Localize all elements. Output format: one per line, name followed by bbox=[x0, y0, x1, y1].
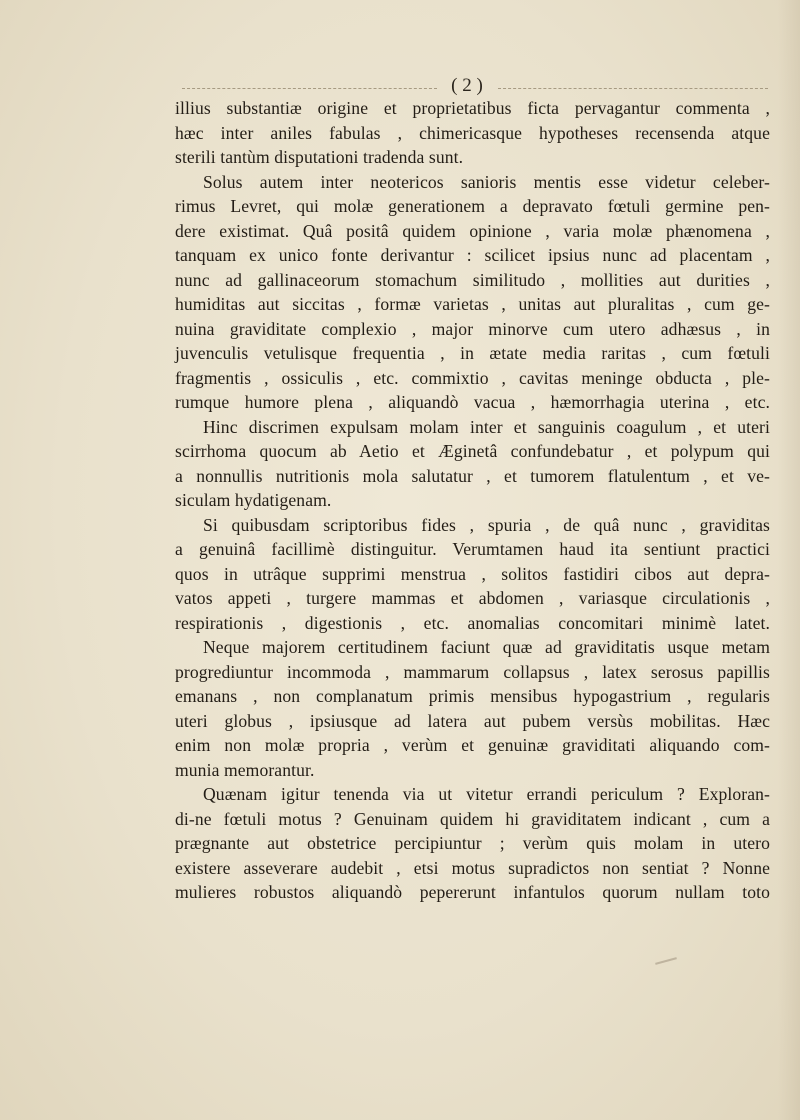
text-line: existere asseverare audebit , etsi motus supradictos non sentiat ? Nonne bbox=[175, 857, 770, 878]
text-line: rimus Levret, qui molæ generationem a depravato fœtuli germine pen- bbox=[175, 196, 770, 216]
text-line: progrediuntur incommoda , mammarum collapsus , latex serosus papillis bbox=[175, 661, 770, 682]
text-line: fragmentis , ossiculis , etc. commixtio , cavitas meninge obducta , ple- bbox=[175, 367, 770, 388]
text-line: quos in utrâque supprimi menstrua , solitos fastidiri cibos aut depra- bbox=[175, 563, 770, 584]
body-text bbox=[175, 96, 770, 905]
text-line: tanquam ex unico fonte derivantur : scilicet ipsius nunc ad placentam , bbox=[175, 245, 770, 265]
text-line: vatos appeti , turgere mammas et abdomen , variasque circulationis , bbox=[175, 588, 770, 608]
text-line: siculam hydatigenam. bbox=[175, 490, 332, 510]
ink-stroke-mark bbox=[655, 957, 677, 965]
header-rule-left bbox=[182, 88, 437, 90]
text-line: emanans , non complanatum primis mensibus hypogastrium , regularis bbox=[175, 686, 770, 706]
paragraph-first-line: Si quibusdam scriptoribus fides , spuria , de quâ nunc , graviditas bbox=[203, 514, 770, 535]
text-line: a nonnullis nutritionis mola salutatur , et tumorem flatulentum , et ve- bbox=[175, 465, 770, 486]
paragraph-first-line: Solus autem inter neotericos sanioris mentis esse videtur celeber- bbox=[203, 171, 770, 192]
text-line: nunc ad gallinaceorum stomachum similitudo , mollities aut durities , bbox=[175, 269, 770, 290]
text-line: munia memorantur. bbox=[175, 759, 315, 780]
text-line: scirrhoma quocum ab Aetio et Æginetâ confundebatur , et polypum qui bbox=[175, 441, 770, 461]
paragraph-first-line: Quænam igitur tenenda via ut vitetur errandi periculum ? Exploran- bbox=[203, 784, 770, 804]
header-rule-right bbox=[498, 88, 768, 90]
text-line: a genuinâ facillimè distinguitur. Verumtamen haud ita sentiunt practici bbox=[175, 539, 770, 559]
text-line: di-ne fœtuli motus ? Genuinam quidem hi graviditatem indicant , cum a bbox=[175, 808, 770, 829]
text-line: enim non molæ propria , verùm et genuinæ graviditati aliquando com- bbox=[175, 735, 770, 755]
page-edge-shadow bbox=[778, 0, 800, 1120]
text-line: prægnante aut obstetrice percipiuntur ; verùm quis molam in utero bbox=[175, 833, 770, 853]
text-line: rumque humore plena , aliquandò vacua , hæmorrhagia uterina , etc. bbox=[175, 392, 770, 412]
paragraph-first-line: Neque majorem certitudinem faciunt quæ ad graviditatis usque metam bbox=[203, 637, 770, 657]
text-line: dere existimat. Quâ positâ quidem opinione , varia molæ phænomena , bbox=[175, 220, 770, 241]
text-line: juvenculis vetulisque frequentia , in ætate media raritas , cum fœtuli bbox=[175, 343, 770, 363]
text-line: nuina graviditate complexio , major minorve cum utero adhæsus , in bbox=[175, 318, 770, 339]
text-line: uteri globus , ipsiusque ad latera aut pubem versùs mobilitas. Hæc bbox=[175, 710, 770, 731]
text-line: hæc inter aniles fabulas , chimericasque hypotheses recensenda atque bbox=[175, 122, 770, 143]
paragraph-first-line: Hinc discrimen expulsam molam inter et sanguinis coagulum , et uteri bbox=[203, 416, 770, 437]
text-line: respirationis , digestionis , etc. anomalias concomitari minimè latet. bbox=[175, 612, 770, 633]
text-line: illius substantiæ origine et proprietatibus ficta pervagantur commenta , bbox=[175, 98, 770, 118]
page-number: ( 2 ) bbox=[451, 75, 483, 96]
text-line: humiditas aut siccitas , formæ varietas , unitas aut pluralitas , cum ge- bbox=[175, 294, 770, 314]
text-line: mulieres robustos aliquandò pepererunt infantulos quorum nullam toto bbox=[175, 882, 770, 902]
text-line: sterili tantùm disputationi tradenda sunt. bbox=[175, 147, 464, 167]
